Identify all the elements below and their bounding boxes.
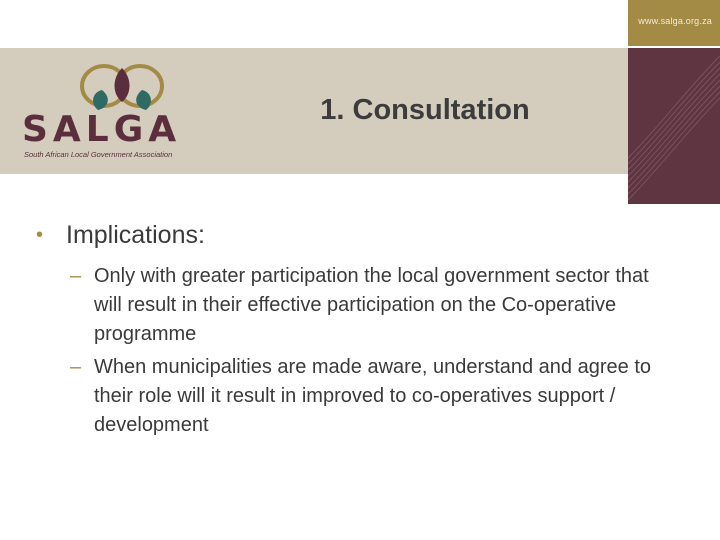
slide-title: 1. Consultation [320,94,530,126]
salga-logo [22,60,212,160]
slide-content [36,220,686,444]
sub-bullet-text: Only with greater participation the local government sector that will result in their effective participation on the Co-operative programme [94,265,649,345]
swoosh-lines-icon [628,48,720,204]
website-url: www.salga.org.za [638,16,712,26]
decorative-swoosh-panel [628,48,720,204]
header-gold-block [628,0,720,46]
bullet-text: Implications: [66,221,205,249]
dash-icon: – [70,265,82,287]
sub-bullet-item [70,262,686,349]
bullet-dot-icon: • [36,224,44,246]
logo-wordmark: SALGA [22,109,182,150]
sub-bullet-list [70,262,686,440]
sub-bullet-item [70,353,686,440]
dash-icon: – [70,356,82,378]
bullet-item [36,220,686,250]
logo-emblem-icon [62,60,182,116]
logo-tagline: South African Local Government Association [24,150,173,159]
sub-bullet-text: When municipalities are made aware, understand and agree to their role will it result in improved to co-operatives support / development [94,356,651,436]
